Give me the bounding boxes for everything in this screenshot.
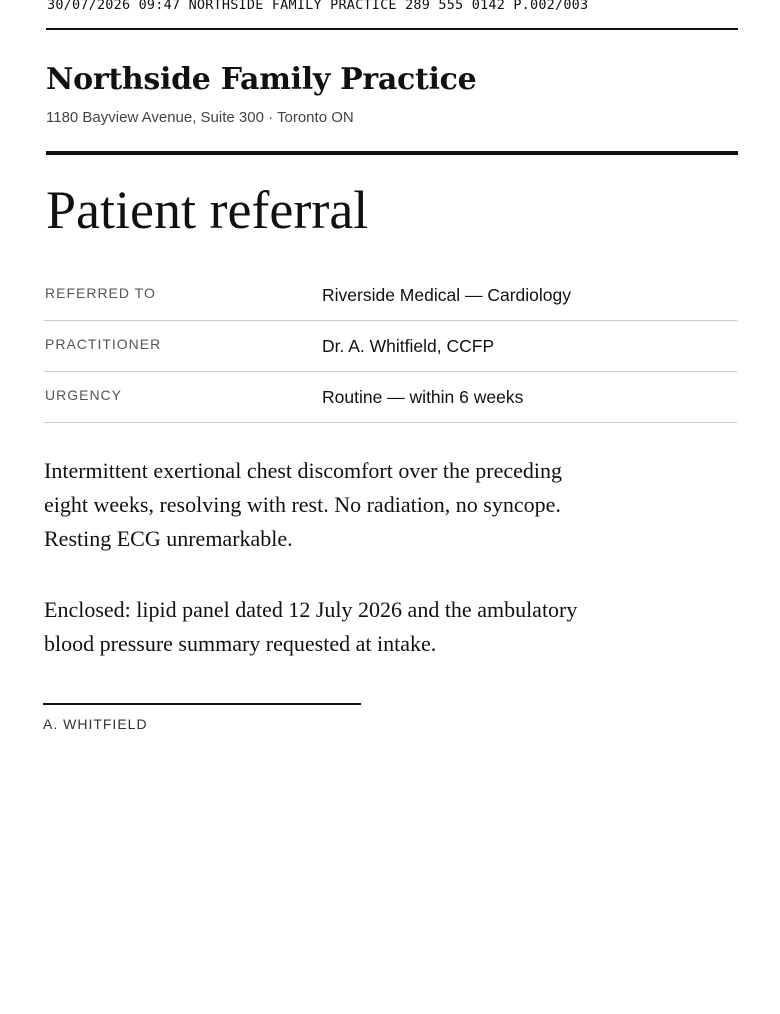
- field-label: URGENCY: [45, 387, 123, 403]
- field-value: Dr. A. Whitfield, CCFP: [322, 336, 495, 356]
- document-title: Patient referral: [46, 180, 369, 240]
- field-value: Routine — within 6 weeks: [322, 387, 524, 407]
- letterhead-divider: [46, 151, 738, 155]
- paragraph-line: eight weeks, resolving with rest. No radiation, no syncope.: [44, 492, 561, 517]
- signature-line: [43, 703, 361, 705]
- field-row-urgency: [44, 372, 737, 423]
- paragraph-line: Resting ECG unremarkable.: [44, 526, 293, 551]
- header-divider: [46, 28, 738, 30]
- fax-transmission-header: 30/07/2026 09:47 NORTHSIDE FAMILY PRACTICE 289 555 0142 P.002/003: [47, 0, 589, 13]
- practice-address: 1180 Bayview Avenue, Suite 300 · Toronto ON: [46, 109, 354, 126]
- field-label: PRACTITIONER: [45, 336, 162, 352]
- paragraph-line: Enclosed: lipid panel dated 12 July 2026 and the ambulatory: [44, 597, 578, 622]
- field-label: REFERRED TO: [45, 285, 156, 301]
- paragraph-line: blood pressure summary requested at intake.: [44, 631, 437, 656]
- enclosures-paragraph: [44, 593, 644, 661]
- field-value: Riverside Medical — Cardiology: [322, 285, 571, 305]
- practice-name: Northside Family Practice: [46, 62, 477, 97]
- field-row-practitioner: [44, 321, 737, 372]
- clinical-summary-paragraph: [44, 454, 644, 556]
- paragraph-line: Intermittent exertional chest discomfort over the preceding: [44, 458, 563, 483]
- signature-name: A. WHITFIELD: [43, 716, 148, 732]
- referral-fields: [44, 270, 737, 423]
- field-row-referred-to: [44, 270, 737, 321]
